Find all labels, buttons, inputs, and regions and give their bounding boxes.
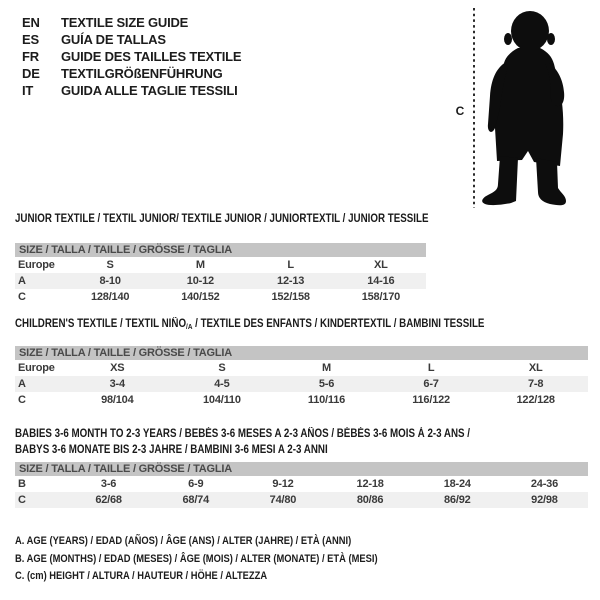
table-babies: [15, 426, 588, 508]
legend-line-c: [15, 568, 442, 586]
size-cell: M: [195, 259, 205, 271]
size-cell: S: [218, 362, 226, 374]
table-row-months: [15, 476, 588, 492]
height-dotted-line: [472, 8, 476, 208]
months-cell: 18-24: [443, 478, 471, 490]
table-children-size-header-bar: [15, 346, 588, 360]
language-code: EN: [22, 15, 40, 30]
row-label: A: [18, 275, 26, 287]
table-row-height: [15, 289, 426, 305]
size-header-text: SIZE / TALLA / TAILLE / GRÖSSE / TAGLIA: [19, 463, 233, 475]
size-cell: S: [106, 259, 114, 271]
language-row-de: [22, 65, 241, 82]
height-cell: 128/140: [90, 291, 130, 303]
row-label: C: [18, 291, 26, 303]
row-label: C: [18, 494, 26, 506]
table-babies-size-header-bar: [15, 462, 588, 476]
age-cell: 12-13: [277, 275, 305, 287]
row-label: C: [18, 394, 26, 406]
months-cell: 6-9: [188, 478, 204, 490]
language-title-block: [22, 14, 241, 99]
language-row-it: [22, 82, 241, 99]
months-cell: 3-6: [100, 478, 117, 490]
row-label: A: [18, 378, 26, 390]
height-cell: 92/98: [531, 494, 558, 506]
size-cell: XS: [110, 362, 125, 374]
legend-line-b: [15, 551, 442, 569]
height-cell: 110/116: [307, 394, 346, 406]
language-title: GUIDE DES TAILLES TEXTILE: [61, 49, 242, 64]
table-babies-title-text-1: BABIES 3-6 MONTH TO 2-3 YEARS / BEBÉS 3-6 MESES A 2-3 AÑOS / BÉBÉS 3-6 MOIS À 2-3 ANS /: [15, 428, 471, 440]
height-measure-label: C: [455, 104, 465, 118]
table-junior-title: [15, 213, 429, 226]
row-label: Europe: [18, 362, 55, 374]
age-cell: 10-12: [186, 275, 214, 287]
height-cell: 98/104: [101, 394, 134, 406]
age-cell: 4-5: [214, 378, 230, 390]
table-row-height: [15, 492, 588, 508]
legend-line-b-text: B. AGE (MONTHS) / EDAD (MESES) / ÂGE (MOIS) / ALTER (MONATE) / ETÀ (MESI): [15, 552, 378, 565]
baby-silhouette-icon: [478, 6, 578, 209]
legend-line-a: [15, 533, 442, 551]
table-junior-size-header-bar: [15, 243, 426, 257]
title-part-sub: /A: [186, 322, 193, 331]
table-babies-title-line1: [15, 426, 588, 442]
language-row-es: [22, 31, 241, 48]
legend-line-a-text: A. AGE (YEARS) / EDAD (AÑOS) / ÂGE (ANS) / ALTER (JAHRE) / ETÀ (ANNI): [15, 535, 352, 547]
months-cell: 24-36: [530, 478, 559, 490]
height-cell: 158/170: [361, 291, 401, 303]
table-row-age: [15, 376, 588, 392]
table-children-title-text: [15, 318, 484, 333]
height-cell: 104/110: [203, 394, 241, 406]
height-cell: 74/80: [269, 494, 297, 506]
height-cell: 86/92: [444, 494, 471, 506]
height-cell: 140/152: [181, 291, 220, 303]
size-header-text: SIZE / TALLA / TAILLE / GRÖSSE / TAGLIA: [19, 347, 233, 359]
height-cell: 80/86: [356, 494, 384, 506]
legend-line-c-text: C. (cm) HEIGHT / ALTURA / HAUTEUR / HÖHE / ALTEZZA: [15, 570, 268, 582]
title-part-before: CHILDREN'S TEXTILE / TEXTIL NIÑO: [15, 318, 187, 330]
height-cell: 62/68: [95, 494, 122, 506]
language-title: TEXTILE SIZE GUIDE: [61, 15, 189, 30]
table-row-europe: [15, 360, 588, 376]
row-label: Europe: [18, 259, 55, 271]
months-cell: 12-18: [356, 478, 384, 490]
size-cell: M: [322, 362, 331, 374]
age-cell: 8-10: [99, 275, 121, 287]
language-title: GUIDA ALLE TAGLIE TESSILI: [61, 83, 238, 98]
table-junior: [15, 213, 429, 305]
table-row-age: [15, 273, 426, 289]
table-babies-title-text-2: BABYS 3-6 MONATE BIS 2-3 JAHRE / BAMBINI 3-6 MESI A 2-3 ANNI: [15, 444, 328, 456]
age-cell: 5-6: [318, 378, 335, 390]
row-label: B: [18, 478, 26, 490]
height-cell: 116/122: [412, 394, 450, 406]
language-row-fr: [22, 48, 241, 65]
title-part-after: / TEXTILE DES ENFANTS / KINDERTEXTIL / BAMBINI TESSILE: [192, 318, 485, 330]
language-code: DE: [22, 66, 40, 81]
language-code: ES: [22, 32, 39, 47]
size-header-text: SIZE / TALLA / TAILLE / GRÖSSE / TAGLIA: [19, 244, 233, 256]
size-cell: XL: [374, 259, 388, 271]
age-cell: 3-4: [109, 378, 125, 390]
table-junior-title-text: JUNIOR TEXTILE / TEXTIL JUNIOR/ TEXTILE JUNIOR / JUNIORTEXTIL / JUNIOR TESSILE: [15, 213, 429, 225]
table-row-europe: [15, 257, 426, 273]
size-cell: L: [287, 259, 294, 271]
legend: [15, 533, 442, 586]
language-title: TEXTILGRÖßENFÜHRUNG: [61, 66, 223, 81]
table-children-title: [15, 318, 588, 331]
size-cell: XL: [528, 362, 543, 374]
age-cell: 6-7: [423, 378, 439, 390]
language-title: GUÍA DE TALLAS: [61, 32, 166, 47]
age-cell: 7-8: [528, 378, 544, 390]
age-cell: 14-16: [367, 275, 395, 287]
table-row-height: [15, 392, 588, 408]
table-babies-title-line2: [15, 442, 588, 458]
language-row-en: [22, 14, 241, 31]
height-cell: 122/128: [516, 394, 555, 406]
months-cell: 9-12: [272, 478, 294, 490]
size-cell: L: [427, 362, 435, 374]
language-code: FR: [22, 49, 39, 64]
table-children: [15, 318, 588, 408]
height-cell: 152/158: [271, 291, 310, 303]
height-cell: 68/74: [182, 494, 210, 506]
language-code: IT: [22, 83, 34, 98]
